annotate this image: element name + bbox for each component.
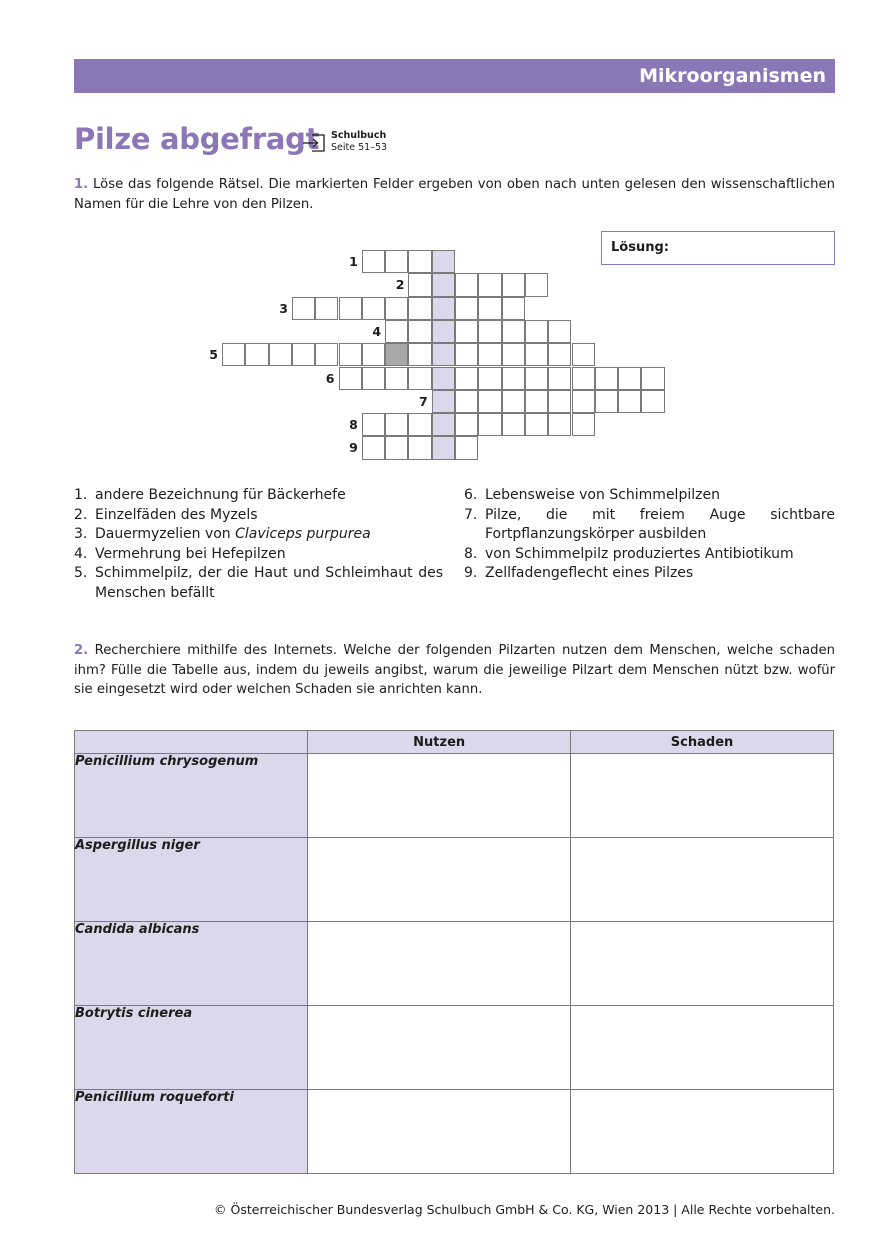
crossword-cell[interactable] (572, 367, 595, 390)
crossword-cell[interactable] (455, 343, 478, 366)
clue-number-label: 2 (395, 277, 405, 293)
clue-number: 2. (74, 506, 88, 523)
task-2-number: 2. (74, 643, 89, 658)
reference-pages: Seite 51–53 (331, 142, 388, 153)
crossword-cell[interactable] (455, 273, 478, 296)
clue-text: andere Bezeichnung für Bäckerhefe (95, 487, 346, 503)
clue-item (464, 545, 835, 565)
nutzen-answer-cell[interactable] (308, 838, 571, 922)
crossword-cell[interactable] (385, 367, 408, 390)
clue-list-left (74, 486, 443, 603)
crossword-cell[interactable] (408, 343, 431, 366)
clue-number: 7. (464, 506, 478, 523)
crossword-cell[interactable] (408, 320, 431, 343)
crossword-cell[interactable] (595, 367, 618, 390)
clue-list-right (464, 486, 835, 584)
crossword-cell[interactable] (618, 367, 641, 390)
crossword-cell[interactable] (548, 367, 571, 390)
crossword-cell[interactable] (339, 297, 362, 320)
schaden-answer-cell[interactable] (571, 838, 834, 922)
crossword-solution-cell[interactable] (432, 436, 455, 459)
fungi-table (74, 730, 834, 1174)
crossword-cell[interactable] (641, 390, 664, 413)
page-title: Pilze abgefragt (74, 122, 320, 156)
clue-number-label: 6 (325, 370, 335, 386)
crossword-solution-cell[interactable] (432, 320, 455, 343)
crossword-cell[interactable] (385, 297, 408, 320)
nutzen-answer-cell[interactable] (308, 754, 571, 838)
clue-item (74, 525, 443, 545)
crossword-cell[interactable] (339, 367, 362, 390)
clue-number-label: 7 (418, 393, 428, 409)
table-row (75, 1006, 834, 1090)
clue-text: von Schimmelpilz produziertes Antibiotikum (485, 545, 794, 562)
clue-number-label: 9 (349, 440, 358, 456)
clue-number: 1. (74, 487, 88, 503)
clue-text: Vermehrung bei Hefepilzen (95, 545, 286, 562)
crossword-cell[interactable] (362, 436, 385, 459)
clue-number: 4. (74, 545, 88, 562)
crossword-cell[interactable] (269, 343, 292, 366)
crossword-solution-cell[interactable] (432, 343, 455, 366)
crossword-cell[interactable] (548, 390, 571, 413)
crossword-cell[interactable] (292, 297, 315, 320)
crossword-cell[interactable] (315, 343, 338, 366)
nutzen-answer-cell[interactable] (308, 922, 571, 1006)
crossword-cell[interactable] (525, 390, 548, 413)
crossword-solution-cell[interactable] (432, 250, 455, 273)
clue-item (74, 486, 443, 506)
crossword-cell[interactable] (572, 390, 595, 413)
clue-number: 8. (464, 545, 478, 562)
crossword-cell[interactable] (502, 273, 525, 296)
crossword-cell[interactable] (525, 367, 548, 390)
crossword-solution-cell[interactable] (432, 297, 455, 320)
task-1-instruction (74, 175, 835, 214)
crossword-cell[interactable] (455, 320, 478, 343)
crossword-cell[interactable] (362, 413, 385, 436)
clue-number-label: 1 (349, 254, 358, 269)
table-row (75, 1090, 834, 1174)
species-name: Penicillium roqueforti (75, 1090, 308, 1174)
solution-field[interactable] (601, 231, 835, 265)
species-name: Botrytis cinerea (75, 1006, 308, 1090)
clue-text: Lebensweise von Schimmelpilzen (485, 487, 720, 503)
crossword-cell[interactable] (641, 367, 664, 390)
clue-number-label: 5 (209, 347, 218, 363)
crossword-cell[interactable] (408, 250, 431, 273)
clue-text: Dauermyzelien von (95, 526, 236, 542)
crossword-cell[interactable] (408, 297, 431, 320)
clue-number: 6. (464, 487, 478, 503)
crossword-cell[interactable] (478, 343, 501, 366)
task-1-text: Löse das folgende Rätsel. Die markierten Felder ergeben von oben nach unten gelesen den wissenschaftlichen Namen für die Lehre von den Pilzen. (74, 177, 835, 212)
crossword-cell[interactable] (478, 390, 501, 413)
crossword-cell[interactable] (478, 297, 501, 320)
crossword-cell[interactable] (502, 343, 525, 366)
species-name: Aspergillus niger (75, 838, 308, 922)
crossword-cell[interactable] (548, 343, 571, 366)
clue-number: 9. (464, 565, 478, 581)
crossword-cell[interactable] (502, 297, 525, 320)
table-row (75, 754, 834, 838)
crossword-cell[interactable] (478, 413, 501, 436)
crossword-cell[interactable] (455, 297, 478, 320)
crossword-cell[interactable] (455, 413, 478, 436)
crossword-blocked-cell (385, 343, 408, 366)
crossword-cell[interactable] (502, 367, 525, 390)
crossword-cell[interactable] (362, 367, 385, 390)
table-row (75, 922, 834, 1006)
crossword-cell[interactable] (362, 250, 385, 273)
crossword-cell[interactable] (385, 413, 408, 436)
table-corner (75, 731, 308, 754)
crossword-cell[interactable] (572, 343, 595, 366)
crossword-cell[interactable] (502, 320, 525, 343)
clue-text: Zellfadengeflecht eines Pilzes (485, 565, 694, 581)
task-2-instruction (74, 641, 835, 700)
section-title: Mikroorganismen (639, 65, 826, 87)
crossword-cell[interactable] (408, 273, 431, 296)
clue-item (74, 564, 443, 603)
task-2-text: Recherchiere mithilfe des Internets. Welche der folgenden Pilzarten nutzen dem Menschen, welche schaden ihm? Fülle die Tabelle aus, indem du jeweils angibst, warum die jeweilige Pilzart dem Menschen nützt bzw. wofür sie eingesetzt wird oder welchen Schaden sie anrichten kann. (74, 643, 835, 697)
crossword-cell[interactable] (385, 436, 408, 459)
crossword-cell[interactable] (385, 320, 408, 343)
crossword-cell[interactable] (572, 413, 595, 436)
crossword-cell[interactable] (339, 343, 362, 366)
clue-item (464, 506, 835, 545)
schoolbook-reference (331, 130, 387, 154)
crossword-cell[interactable] (455, 390, 478, 413)
clue-text: Einzelfäden des Myzels (95, 506, 258, 523)
book-arrow-icon (302, 133, 328, 153)
crossword-cell[interactable] (315, 297, 338, 320)
crossword-cell[interactable] (408, 436, 431, 459)
crossword-solution-cell[interactable] (432, 367, 455, 390)
clue-item (74, 506, 443, 526)
crossword-cell[interactable] (362, 297, 385, 320)
clue-text: Schimmelpilz, der die Haut und Schleimhaut des Menschen befällt (95, 565, 443, 601)
crossword-cell[interactable] (222, 343, 245, 366)
crossword-solution-cell[interactable] (432, 413, 455, 436)
schaden-answer-cell[interactable] (571, 922, 834, 1006)
clue-number: 3. (74, 526, 88, 542)
crossword-cell[interactable] (502, 390, 525, 413)
crossword-cell[interactable] (385, 250, 408, 273)
crossword-cell[interactable] (292, 343, 315, 366)
crossword-cell[interactable] (478, 320, 501, 343)
crossword-cell[interactable] (455, 436, 478, 459)
column-header-schaden: Schaden (571, 731, 834, 754)
clue-item (464, 564, 835, 584)
crossword-cell[interactable] (525, 273, 548, 296)
clue-text: Pilze, die mit freiem Auge sichtbare Fortpflanzungskörper ausbilden (485, 506, 835, 542)
clue-number-label: 4 (372, 323, 382, 339)
crossword-cell[interactable] (548, 413, 571, 436)
crossword-cell[interactable] (455, 367, 478, 390)
solution-label: Lösung: (611, 240, 669, 255)
crossword-cell[interactable] (548, 320, 571, 343)
crossword-cell[interactable] (362, 343, 385, 366)
schaden-answer-cell[interactable] (571, 1006, 834, 1090)
table-row (75, 838, 834, 922)
clue-number: 5. (74, 565, 88, 581)
crossword-cell[interactable] (525, 413, 548, 436)
crossword-cell[interactable] (502, 413, 525, 436)
nutzen-answer-cell[interactable] (308, 1006, 571, 1090)
crossword-cell[interactable] (408, 367, 431, 390)
crossword-cell[interactable] (595, 390, 618, 413)
crossword-solution-cell[interactable] (432, 390, 455, 413)
reference-title: Schulbuch (331, 130, 387, 141)
crossword-cell[interactable] (525, 343, 548, 366)
column-header-nutzen: Nutzen (308, 731, 571, 754)
task-1-number: 1. (74, 177, 89, 192)
schaden-answer-cell[interactable] (571, 1090, 834, 1174)
crossword-solution-cell[interactable] (432, 273, 455, 296)
species-name: Penicillium chrysogenum (75, 754, 308, 838)
crossword-cell[interactable] (245, 343, 268, 366)
clue-item (464, 486, 835, 506)
nutzen-answer-cell[interactable] (308, 1090, 571, 1174)
schaden-answer-cell[interactable] (571, 754, 834, 838)
section-header-bar (74, 59, 835, 93)
copyright-footer: © Österreichischer Bundesverlag Schulbuch GmbH & Co. KG, Wien 2013 | Alle Rechte vorbehalten. (214, 1202, 835, 1217)
crossword-cell[interactable] (478, 367, 501, 390)
clue-number-label: 8 (349, 417, 358, 433)
species-name: Candida albicans (75, 922, 308, 1006)
crossword-cell[interactable] (408, 413, 431, 436)
crossword-cell[interactable] (478, 273, 501, 296)
clue-text-italic: Claviceps purpurea (235, 526, 371, 542)
crossword-cell[interactable] (618, 390, 641, 413)
clue-number-label: 3 (279, 300, 288, 316)
crossword-cell[interactable] (525, 320, 548, 343)
clue-item (74, 545, 443, 565)
